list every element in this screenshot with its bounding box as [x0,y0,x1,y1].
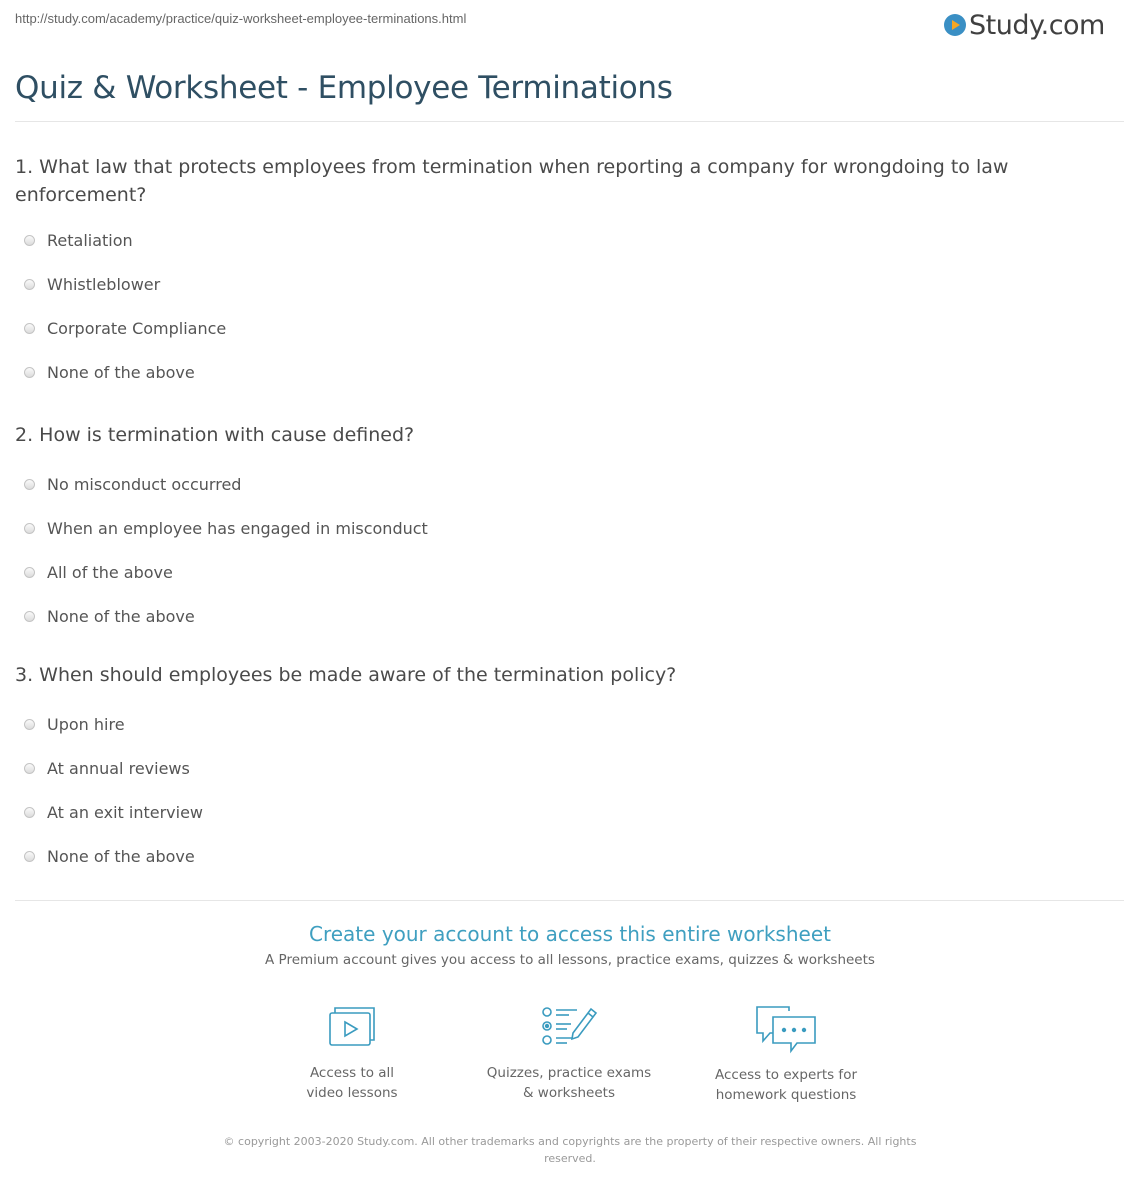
section-divider [15,900,1124,901]
feature-label-line: video lessons [306,1085,398,1101]
answer-options [15,218,1095,394]
feature-label [252,1063,452,1103]
feature-video-lessons [252,1003,452,1103]
answer-option[interactable] [15,462,1095,506]
option-label: At an exit interview [47,802,204,822]
chat-experts-icon [753,1003,819,1055]
answer-option[interactable] [15,702,1095,746]
answer-option[interactable] [15,594,1095,638]
answer-options [15,702,1095,878]
radio-icon[interactable] [24,479,35,490]
feature-label [686,1065,886,1105]
option-label: No misconduct occurred [47,474,242,494]
radio-icon[interactable] [24,567,35,578]
page-url: http://study.com/academy/practice/quiz-worksheet-employee-terminations.html [15,11,467,26]
option-label: None of the above [47,362,195,382]
copyright-line: © copyright 2003-2020 Study.com. All other trademarks and copyrights are the property of their respective owners. All rights [223,1135,917,1148]
option-label: At annual reviews [47,758,190,778]
answer-option[interactable] [15,834,1095,878]
question-3 [15,661,1095,878]
feature-label-line: Quizzes, practice exams [486,1065,652,1081]
answer-option[interactable] [15,746,1095,790]
page-title: Quiz & Worksheet - Employee Terminations [15,70,673,106]
answer-option[interactable] [15,790,1095,834]
option-label: Upon hire [47,714,125,734]
copyright-footer [210,1133,930,1167]
radio-icon[interactable] [24,523,35,534]
radio-icon[interactable] [24,279,35,290]
feature-label-line: Access to experts for [714,1067,857,1083]
answer-option[interactable] [15,506,1095,550]
option-label: Whistleblower [47,274,161,294]
cta-subheading: A Premium account gives you access to all lessons, practice exams, quizzes & worksheets [265,952,875,968]
radio-icon[interactable] [24,763,35,774]
feature-experts [686,1003,886,1105]
radio-icon[interactable] [24,807,35,818]
option-label: All of the above [47,562,173,582]
radio-icon[interactable] [24,323,35,334]
feature-quizzes [469,1003,669,1103]
question-2 [15,421,1095,638]
radio-icon[interactable] [24,851,35,862]
option-label: None of the above [47,606,195,626]
radio-icon[interactable] [24,611,35,622]
play-icon [944,14,966,36]
video-lessons-icon [324,1003,380,1049]
logo-text: Study.com [969,9,1105,41]
question-1 [15,153,1095,394]
answer-option[interactable] [15,550,1095,594]
question-text: 1. What law that protects employees from termination when reporting a company for wrongdoing to law enforcement? [15,156,1009,206]
radio-icon[interactable] [24,235,35,246]
feature-label-line: & worksheets [522,1085,615,1101]
quiz-checklist-icon [539,1003,599,1049]
question-text: 3. When should employees be made aware of the termination policy? [15,664,677,686]
feature-label-line: homework questions [715,1087,857,1103]
option-label: None of the above [47,846,195,866]
option-label: Corporate Compliance [47,318,227,338]
radio-icon[interactable] [24,367,35,378]
option-label: When an employee has engaged in misconduct [47,518,428,538]
copyright-line: reserved. [544,1152,596,1165]
answer-option[interactable] [15,218,1095,262]
feature-label-line: Access to all [309,1065,395,1081]
option-label: Retaliation [47,230,133,250]
answer-option[interactable] [15,262,1095,306]
cta-heading[interactable]: Create your account to access this entire worksheet [309,922,831,946]
title-divider [15,121,1124,122]
answer-option[interactable] [15,306,1095,350]
radio-icon[interactable] [24,719,35,730]
answer-options [15,462,1095,638]
feature-label [469,1063,669,1103]
answer-option[interactable] [15,350,1095,394]
question-text: 2. How is termination with cause defined? [15,424,415,446]
study-logo[interactable] [944,6,1105,44]
